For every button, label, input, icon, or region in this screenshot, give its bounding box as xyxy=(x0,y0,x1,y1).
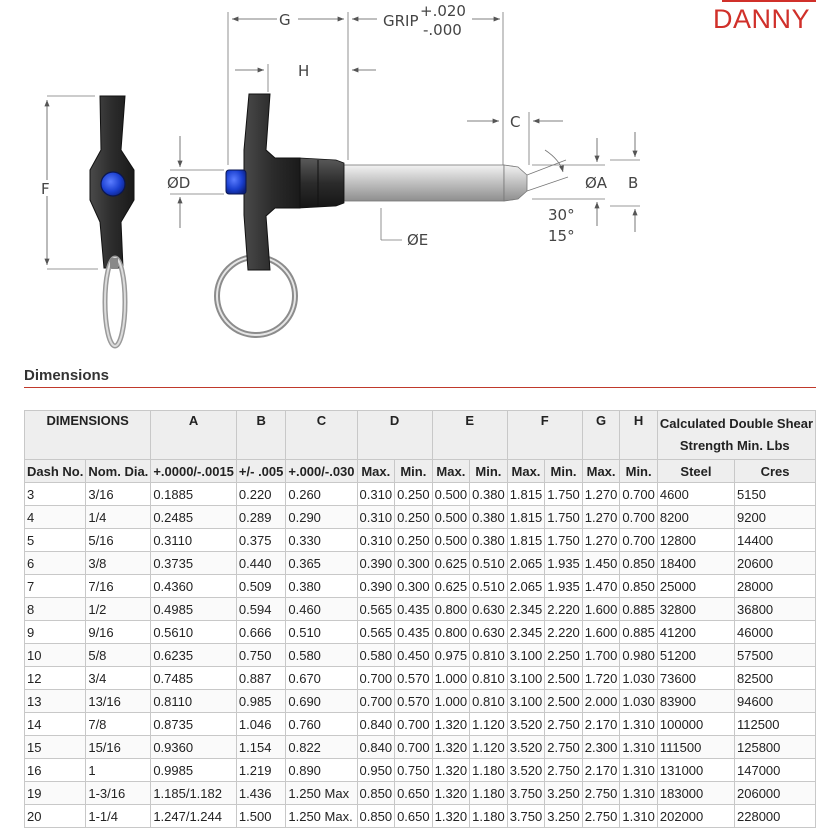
dim-label-e: ØE xyxy=(407,231,429,249)
table-cell: 4 xyxy=(25,506,86,529)
table-cell: 1.030 xyxy=(620,690,658,713)
subheader-cell: Min. xyxy=(470,460,508,483)
table-cell: 3.520 xyxy=(507,713,545,736)
table-cell: 1.247/1.244 xyxy=(151,805,237,828)
table-cell: 0.810 xyxy=(470,690,508,713)
subheader-cell: +.0000/-.0015 xyxy=(151,460,237,483)
table-cell: 1.750 xyxy=(545,483,583,506)
table-cell: 0.380 xyxy=(470,506,508,529)
table-cell: 0.985 xyxy=(236,690,285,713)
table-cell: 2.750 xyxy=(545,713,583,736)
table-cell: 0.9360 xyxy=(151,736,237,759)
table-cell: 0.840 xyxy=(357,736,395,759)
section-title: Dimensions xyxy=(24,367,110,384)
table-cell: 12800 xyxy=(657,529,734,552)
table-cell: 0.260 xyxy=(286,483,357,506)
table-cell: 0.1885 xyxy=(151,483,237,506)
dimensions-table xyxy=(24,410,816,828)
table-cell: 0.289 xyxy=(236,506,285,529)
table-cell: 1-1/4 xyxy=(86,805,151,828)
table-cell: 0.5610 xyxy=(151,621,237,644)
table-cell: 0.4985 xyxy=(151,598,237,621)
table-cell: 3.520 xyxy=(507,759,545,782)
table-cell: 183000 xyxy=(657,782,734,805)
table-cell: 2.250 xyxy=(545,644,583,667)
table-cell: 0.310 xyxy=(357,483,395,506)
table-cell: 2.500 xyxy=(545,667,583,690)
table-cell: 1 xyxy=(86,759,151,782)
header-shear-line2: Strength Min. Lbs xyxy=(679,438,790,453)
table-cell: 82500 xyxy=(735,667,816,690)
table-cell: 1.815 xyxy=(507,529,545,552)
table-cell: 0.885 xyxy=(620,598,658,621)
table-cell: 0.450 xyxy=(395,644,433,667)
table-cell: 1.000 xyxy=(432,690,470,713)
table-cell: 10 xyxy=(25,644,86,667)
table-body xyxy=(25,483,816,828)
table-cell: 0.435 xyxy=(395,598,433,621)
table-cell: 7/16 xyxy=(86,575,151,598)
table-cell: 0.565 xyxy=(357,621,395,644)
table-cell: 0.890 xyxy=(286,759,357,782)
table-cell: 1.154 xyxy=(236,736,285,759)
table-cell: 0.650 xyxy=(395,805,433,828)
table-cell: 1.320 xyxy=(432,713,470,736)
header-f: F xyxy=(507,411,582,460)
pin-tip xyxy=(504,165,527,201)
table-cell: 0.6235 xyxy=(151,644,237,667)
header-e: E xyxy=(432,411,507,460)
table-cell: 3.250 xyxy=(545,782,583,805)
table-row xyxy=(25,598,816,621)
table-cell: 2.750 xyxy=(582,805,620,828)
table-cell: 1.600 xyxy=(582,598,620,621)
dim-label-grip: GRIP xyxy=(383,12,419,30)
dim-label-f: F xyxy=(41,180,50,198)
dim-label-d: ØD xyxy=(167,174,191,192)
subheader-cell: Max. xyxy=(582,460,620,483)
table-cell: 0.850 xyxy=(620,575,658,598)
table-row xyxy=(25,736,816,759)
table-cell: 0.700 xyxy=(620,506,658,529)
table-cell: 0.290 xyxy=(286,506,357,529)
table-cell: 1.120 xyxy=(470,713,508,736)
table-cell: 0.300 xyxy=(395,552,433,575)
table-cell: 1.270 xyxy=(582,506,620,529)
table-cell: 2.300 xyxy=(582,736,620,759)
table-cell: 0.380 xyxy=(470,483,508,506)
table-cell: 202000 xyxy=(657,805,734,828)
header-d: D xyxy=(357,411,432,460)
table-cell: 1.310 xyxy=(620,805,658,828)
table-cell: 73600 xyxy=(657,667,734,690)
table-cell: 1.250 Max. xyxy=(286,805,357,828)
dim-label-g: G xyxy=(279,11,291,29)
table-cell: 41200 xyxy=(657,621,734,644)
table-cell: 5/16 xyxy=(86,529,151,552)
table-cell: 0.670 xyxy=(286,667,357,690)
table-cell: 1.180 xyxy=(470,782,508,805)
subheader-cell: Min. xyxy=(395,460,433,483)
table-cell: 7/8 xyxy=(86,713,151,736)
table-row xyxy=(25,575,816,598)
table-cell: 20600 xyxy=(735,552,816,575)
table-row xyxy=(25,506,816,529)
table-row xyxy=(25,805,816,828)
table-cell: 6 xyxy=(25,552,86,575)
table-cell: 3.100 xyxy=(507,667,545,690)
table-cell: 15/16 xyxy=(86,736,151,759)
table-cell: 0.375 xyxy=(236,529,285,552)
table-cell: 3.750 xyxy=(507,805,545,828)
table-cell: 0.625 xyxy=(432,575,470,598)
table-cell: 2.500 xyxy=(545,690,583,713)
table-cell: 2.345 xyxy=(507,598,545,621)
table-cell: 5/8 xyxy=(86,644,151,667)
table-cell: 0.750 xyxy=(395,759,433,782)
table-cell: 2.750 xyxy=(582,782,620,805)
table-cell: 1.120 xyxy=(470,736,508,759)
table-cell: 0.570 xyxy=(395,690,433,713)
table-row xyxy=(25,529,816,552)
table-row xyxy=(25,621,816,644)
dim-label-c: C xyxy=(510,113,521,131)
table-cell: 0.750 xyxy=(236,644,285,667)
table-cell: 147000 xyxy=(735,759,816,782)
table-cell: 0.625 xyxy=(432,552,470,575)
table-cell: 28000 xyxy=(735,575,816,598)
table-cell: 206000 xyxy=(735,782,816,805)
table-cell: 16 xyxy=(25,759,86,782)
table-row xyxy=(25,713,816,736)
header-dimensions: DIMENSIONS xyxy=(25,411,151,460)
table-cell: 1.000 xyxy=(432,667,470,690)
table-cell: 8200 xyxy=(657,506,734,529)
table-cell: 0.310 xyxy=(357,529,395,552)
table-cell: 0.510 xyxy=(286,621,357,644)
table-row xyxy=(25,552,816,575)
table-cell: 0.570 xyxy=(395,667,433,690)
subheader-cell: Max. xyxy=(357,460,395,483)
table-cell: 0.460 xyxy=(286,598,357,621)
table-cell: 1.500 xyxy=(236,805,285,828)
table-cell: 131000 xyxy=(657,759,734,782)
table-cell: 228000 xyxy=(735,805,816,828)
table-cell: 1.250 Max xyxy=(286,782,357,805)
table-row xyxy=(25,782,816,805)
table-cell: 1.310 xyxy=(620,759,658,782)
table-cell: 0.3110 xyxy=(151,529,237,552)
table-cell: 5 xyxy=(25,529,86,552)
table-cell: 0.435 xyxy=(395,621,433,644)
table-cell: 0.390 xyxy=(357,552,395,575)
table-cell: 1.270 xyxy=(582,483,620,506)
table-cell: 2.750 xyxy=(545,736,583,759)
table-cell: 1.815 xyxy=(507,506,545,529)
subheader-cell: Cres xyxy=(735,460,816,483)
table-cell: 100000 xyxy=(657,713,734,736)
table-cell: 0.975 xyxy=(432,644,470,667)
table-cell: 0.580 xyxy=(286,644,357,667)
table-cell: 51200 xyxy=(657,644,734,667)
table-cell: 3/4 xyxy=(86,667,151,690)
table-cell: 1.450 xyxy=(582,552,620,575)
table-cell: 0.700 xyxy=(357,667,395,690)
header-h: H xyxy=(620,411,658,460)
table-cell: 0.380 xyxy=(286,575,357,598)
table-cell: 0.500 xyxy=(432,483,470,506)
table-cell: 12 xyxy=(25,667,86,690)
table-cell: 57500 xyxy=(735,644,816,667)
table-cell: 0.8110 xyxy=(151,690,237,713)
table-cell: 0.4360 xyxy=(151,575,237,598)
table-cell: 0.250 xyxy=(395,506,433,529)
table-cell: 0.510 xyxy=(470,552,508,575)
header-b: B xyxy=(236,411,285,460)
table-cell: 9/16 xyxy=(86,621,151,644)
table-cell: 0.700 xyxy=(395,736,433,759)
table-cell: 0.310 xyxy=(357,506,395,529)
table-row xyxy=(25,690,816,713)
table-cell: 1.320 xyxy=(432,759,470,782)
table-cell: 3.250 xyxy=(545,805,583,828)
table-cell: 0.510 xyxy=(470,575,508,598)
subheader-cell: Max. xyxy=(432,460,470,483)
table-cell: 2.220 xyxy=(545,598,583,621)
table-cell: 0.220 xyxy=(236,483,285,506)
table-cell: 0.700 xyxy=(620,529,658,552)
table-cell: 1.180 xyxy=(470,759,508,782)
subheader-cell: +/- .005 xyxy=(236,460,285,483)
table-cell: 0.580 xyxy=(357,644,395,667)
header-c: C xyxy=(286,411,357,460)
table-cell: 1.180 xyxy=(470,805,508,828)
table-cell: 2.065 xyxy=(507,575,545,598)
table-cell: 2.345 xyxy=(507,621,545,644)
table-cell: 7 xyxy=(25,575,86,598)
table-cell: 1.320 xyxy=(432,782,470,805)
section-divider xyxy=(24,387,816,388)
table-cell: 3.100 xyxy=(507,644,545,667)
table-cell: 0.2485 xyxy=(151,506,237,529)
table-cell: 2.065 xyxy=(507,552,545,575)
table-cell: 0.250 xyxy=(395,529,433,552)
table-cell: 1.935 xyxy=(545,552,583,575)
subheader-cell: Dash No. xyxy=(25,460,86,483)
table-cell: 46000 xyxy=(735,621,816,644)
table-cell: 0.800 xyxy=(432,598,470,621)
table-cell: 0.565 xyxy=(357,598,395,621)
angle-label-30: 30° xyxy=(548,206,575,224)
table-cell: 3.750 xyxy=(507,782,545,805)
table-cell: 111500 xyxy=(657,736,734,759)
table-cell: 0.700 xyxy=(395,713,433,736)
dim-tol-minus: -.000 xyxy=(423,21,462,39)
table-cell: 9200 xyxy=(735,506,816,529)
table-cell: 0.810 xyxy=(470,644,508,667)
table-cell: 0.840 xyxy=(357,713,395,736)
table-cell: 0.690 xyxy=(286,690,357,713)
table-cell: 1.310 xyxy=(620,782,658,805)
table-cell: 0.887 xyxy=(236,667,285,690)
table-cell: 94600 xyxy=(735,690,816,713)
table-cell: 1.310 xyxy=(620,713,658,736)
blue-button-icon xyxy=(101,172,125,196)
table-cell: 3/8 xyxy=(86,552,151,575)
table-cell: 32800 xyxy=(657,598,734,621)
table-cell: 83900 xyxy=(657,690,734,713)
table-cell: 13/16 xyxy=(86,690,151,713)
table-cell: 0.7485 xyxy=(151,667,237,690)
table-cell: 0.850 xyxy=(357,782,395,805)
pin-drawing xyxy=(0,0,816,360)
table-cell: 1.219 xyxy=(236,759,285,782)
subheader-cell: Max. xyxy=(507,460,545,483)
table-cell: 125800 xyxy=(735,736,816,759)
table-cell: 1.720 xyxy=(582,667,620,690)
subheader-cell: Nom. Dia. xyxy=(86,460,151,483)
table-cell: 0.850 xyxy=(357,805,395,828)
table-cell: 0.3735 xyxy=(151,552,237,575)
table-cell: 0.850 xyxy=(620,552,658,575)
angle-label-15: 15° xyxy=(548,227,575,245)
table-cell: 1/4 xyxy=(86,506,151,529)
table-cell: 0.330 xyxy=(286,529,357,552)
table-cell: 3 xyxy=(25,483,86,506)
table-cell: 2.750 xyxy=(545,759,583,782)
table-row xyxy=(25,667,816,690)
table-cell: 14400 xyxy=(735,529,816,552)
pin-shaft xyxy=(344,165,504,201)
table-cell: 112500 xyxy=(735,713,816,736)
table-cell: 1.600 xyxy=(582,621,620,644)
blue-button-end-icon xyxy=(226,170,246,194)
subheader-cell: Min. xyxy=(545,460,583,483)
table-cell: 0.810 xyxy=(470,667,508,690)
table-cell: 1.030 xyxy=(620,667,658,690)
table-cell: 0.700 xyxy=(357,690,395,713)
table-cell: 0.885 xyxy=(620,621,658,644)
subheader-cell: Steel xyxy=(657,460,734,483)
table-cell: 0.500 xyxy=(432,506,470,529)
table-cell: 2.170 xyxy=(582,759,620,782)
table-cell: 2.000 xyxy=(582,690,620,713)
table-cell: 0.380 xyxy=(470,529,508,552)
table-cell: 2.170 xyxy=(582,713,620,736)
table-cell: 0.822 xyxy=(286,736,357,759)
table-cell: 0.700 xyxy=(620,483,658,506)
table-cell: 0.950 xyxy=(357,759,395,782)
table-cell: 1-3/16 xyxy=(86,782,151,805)
table-cell: 1.750 xyxy=(545,529,583,552)
dim-label-a: ØA xyxy=(585,174,608,192)
header-shear-strength xyxy=(657,411,815,460)
table-cell: 1.470 xyxy=(582,575,620,598)
table-cell: 0.390 xyxy=(357,575,395,598)
header-g: G xyxy=(582,411,620,460)
table-header xyxy=(25,411,816,483)
table-row xyxy=(25,644,816,667)
table-cell: 1.750 xyxy=(545,506,583,529)
table-cell: 0.509 xyxy=(236,575,285,598)
table-cell: 1.700 xyxy=(582,644,620,667)
table-cell: 0.365 xyxy=(286,552,357,575)
table-cell: 1.320 xyxy=(432,736,470,759)
front-view xyxy=(217,94,527,335)
table-cell: 0.9985 xyxy=(151,759,237,782)
table-cell: 0.250 xyxy=(395,483,433,506)
table-cell: 8 xyxy=(25,598,86,621)
table-cell: 0.500 xyxy=(432,529,470,552)
table-cell: 0.440 xyxy=(236,552,285,575)
table-cell: 1.310 xyxy=(620,736,658,759)
table-cell: 20 xyxy=(25,805,86,828)
table-cell: 1.815 xyxy=(507,483,545,506)
table-cell: 1.935 xyxy=(545,575,583,598)
header-a: A xyxy=(151,411,237,460)
table-cell: 0.800 xyxy=(432,621,470,644)
table-cell: 0.666 xyxy=(236,621,285,644)
subheader-cell: Min. xyxy=(620,460,658,483)
table-cell: 1/2 xyxy=(86,598,151,621)
table-cell: 0.8735 xyxy=(151,713,237,736)
table-cell: 0.300 xyxy=(395,575,433,598)
table-row xyxy=(25,759,816,782)
table-cell: 0.760 xyxy=(286,713,357,736)
table-cell: 13 xyxy=(25,690,86,713)
table-cell: 19 xyxy=(25,782,86,805)
table-cell: 0.980 xyxy=(620,644,658,667)
table-cell: 15 xyxy=(25,736,86,759)
table-cell: 3.100 xyxy=(507,690,545,713)
table-cell: 5150 xyxy=(735,483,816,506)
table-cell: 1.185/1.182 xyxy=(151,782,237,805)
table-cell: 3/16 xyxy=(86,483,151,506)
table-cell: 3.520 xyxy=(507,736,545,759)
table-cell: 0.594 xyxy=(236,598,285,621)
table-cell: 18400 xyxy=(657,552,734,575)
table-cell: 1.320 xyxy=(432,805,470,828)
table-cell: 1.270 xyxy=(582,529,620,552)
table-cell: 36800 xyxy=(735,598,816,621)
table-cell: 2.220 xyxy=(545,621,583,644)
side-view xyxy=(40,96,134,346)
dim-label-h: H xyxy=(298,62,310,80)
dim-tol-plus: +.020 xyxy=(420,2,466,20)
pin-collar xyxy=(300,158,344,208)
table-cell: 1.046 xyxy=(236,713,285,736)
table-cell: 0.630 xyxy=(470,598,508,621)
dim-label-b: B xyxy=(628,174,639,192)
t-handle xyxy=(244,94,300,270)
table-cell: 14 xyxy=(25,713,86,736)
table-cell: 1.436 xyxy=(236,782,285,805)
table-row xyxy=(25,483,816,506)
table-cell: 25000 xyxy=(657,575,734,598)
table-cell: 4600 xyxy=(657,483,734,506)
table-cell: 9 xyxy=(25,621,86,644)
subheader-row xyxy=(25,460,816,483)
table-cell: 0.630 xyxy=(470,621,508,644)
subheader-cell: +.000/-.030 xyxy=(286,460,357,483)
brand-logo: DANNY xyxy=(712,4,810,34)
header-shear-line1: Calculated Double Shear xyxy=(659,416,814,431)
table-cell: 0.650 xyxy=(395,782,433,805)
